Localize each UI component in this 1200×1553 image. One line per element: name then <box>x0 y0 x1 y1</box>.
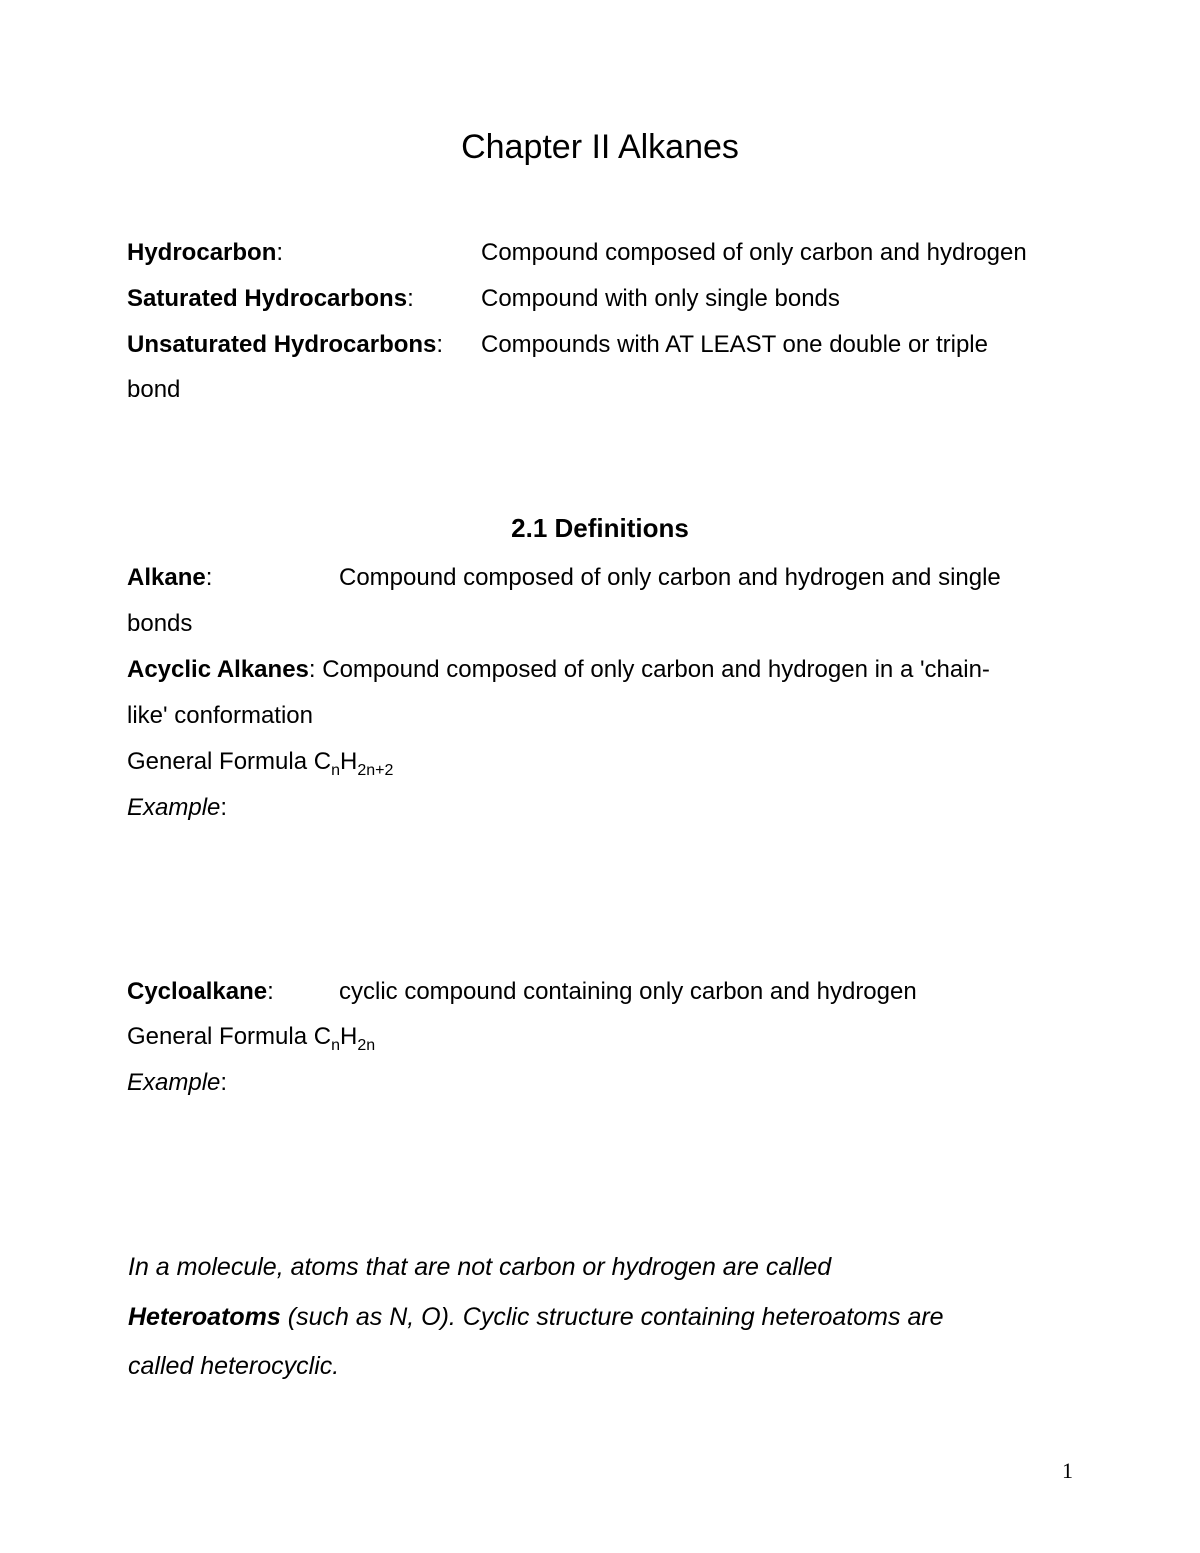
cycloalkane-example-line <box>127 1069 227 1097</box>
acyclic-formula-sub-h: 2n+2 <box>357 762 394 779</box>
alkane-colon: : <box>205 564 213 591</box>
alkane-term: Alkane <box>127 564 206 591</box>
page-title: Chapter II Alkanes <box>461 128 739 166</box>
section-heading: 2.1 Definitions <box>511 513 689 543</box>
acyclic-definition: Compound composed of only carbon and hydrogen in a 'chain- <box>315 656 990 683</box>
alkane-term-line <box>127 564 212 592</box>
unsaturated-term-line <box>127 331 443 359</box>
acyclic-example-colon: : <box>220 794 228 821</box>
cycloalkane-term: Cycloalkane <box>127 978 268 1005</box>
alkane-continuation: bonds <box>127 610 193 637</box>
cycloalkane-formula-sub-n: n <box>331 1037 340 1054</box>
cycloalkane-term-line <box>127 978 274 1006</box>
page-number: 1 <box>1062 1458 1073 1483</box>
cycloalkane-example-label: Example <box>127 1069 221 1096</box>
hydrocarbon-term-line <box>127 239 283 267</box>
acyclic-formula-label: General Formula C <box>127 748 332 775</box>
acyclic-line <box>127 656 990 684</box>
cycloalkane-general-formula <box>127 1023 376 1054</box>
alkane-definition: Compound composed of only carbon and hydrogen and single <box>339 564 1001 591</box>
heteroatoms-line-3: called heterocyclic. <box>128 1352 340 1380</box>
acyclic-example-line <box>127 794 227 822</box>
acyclic-term: Acyclic Alkanes <box>127 656 309 683</box>
acyclic-general-formula <box>127 748 394 779</box>
hydrocarbon-definition: Compound composed of only carbon and hydrogen <box>481 239 1027 266</box>
unsaturated-colon: : <box>436 331 444 358</box>
unsaturated-continuation: bond <box>127 376 181 403</box>
cycloalkane-formula-h: H <box>339 1023 358 1050</box>
hydrocarbon-term: Hydrocarbon <box>127 239 277 266</box>
acyclic-colon: : <box>308 656 316 683</box>
acyclic-example-label: Example <box>127 794 221 821</box>
hydrocarbon-colon: : <box>276 239 284 266</box>
saturated-term-line <box>127 285 414 313</box>
unsaturated-term: Unsaturated Hydrocarbons <box>127 331 437 358</box>
heteroatoms-line-2 <box>128 1303 944 1332</box>
cycloalkane-definition: cyclic compound containing only carbon and hydrogen <box>339 978 917 1005</box>
acyclic-formula-sub-n: n <box>331 762 340 779</box>
unsaturated-definition: Compounds with AT LEAST one double or triple <box>481 331 988 358</box>
heteroatoms-term: Heteroatoms <box>128 1303 281 1331</box>
saturated-term: Saturated Hydrocarbons <box>127 285 408 312</box>
cycloalkane-colon: : <box>267 978 274 1005</box>
cycloalkane-example-colon: : <box>220 1069 228 1096</box>
cycloalkane-formula-sub-h: 2n <box>357 1037 376 1054</box>
saturated-definition: Compound with only single bonds <box>481 285 840 312</box>
acyclic-formula-h: H <box>339 748 358 775</box>
saturated-colon: : <box>407 285 414 312</box>
heteroatoms-line-2-rest: (such as N, O). Cyclic structure containing heteroatoms are <box>280 1303 944 1331</box>
cycloalkane-formula-label: General Formula C <box>127 1023 332 1050</box>
acyclic-continuation: like' conformation <box>127 702 313 729</box>
heteroatoms-line-1: In a molecule, atoms that are not carbon or hydrogen are called <box>128 1253 832 1281</box>
